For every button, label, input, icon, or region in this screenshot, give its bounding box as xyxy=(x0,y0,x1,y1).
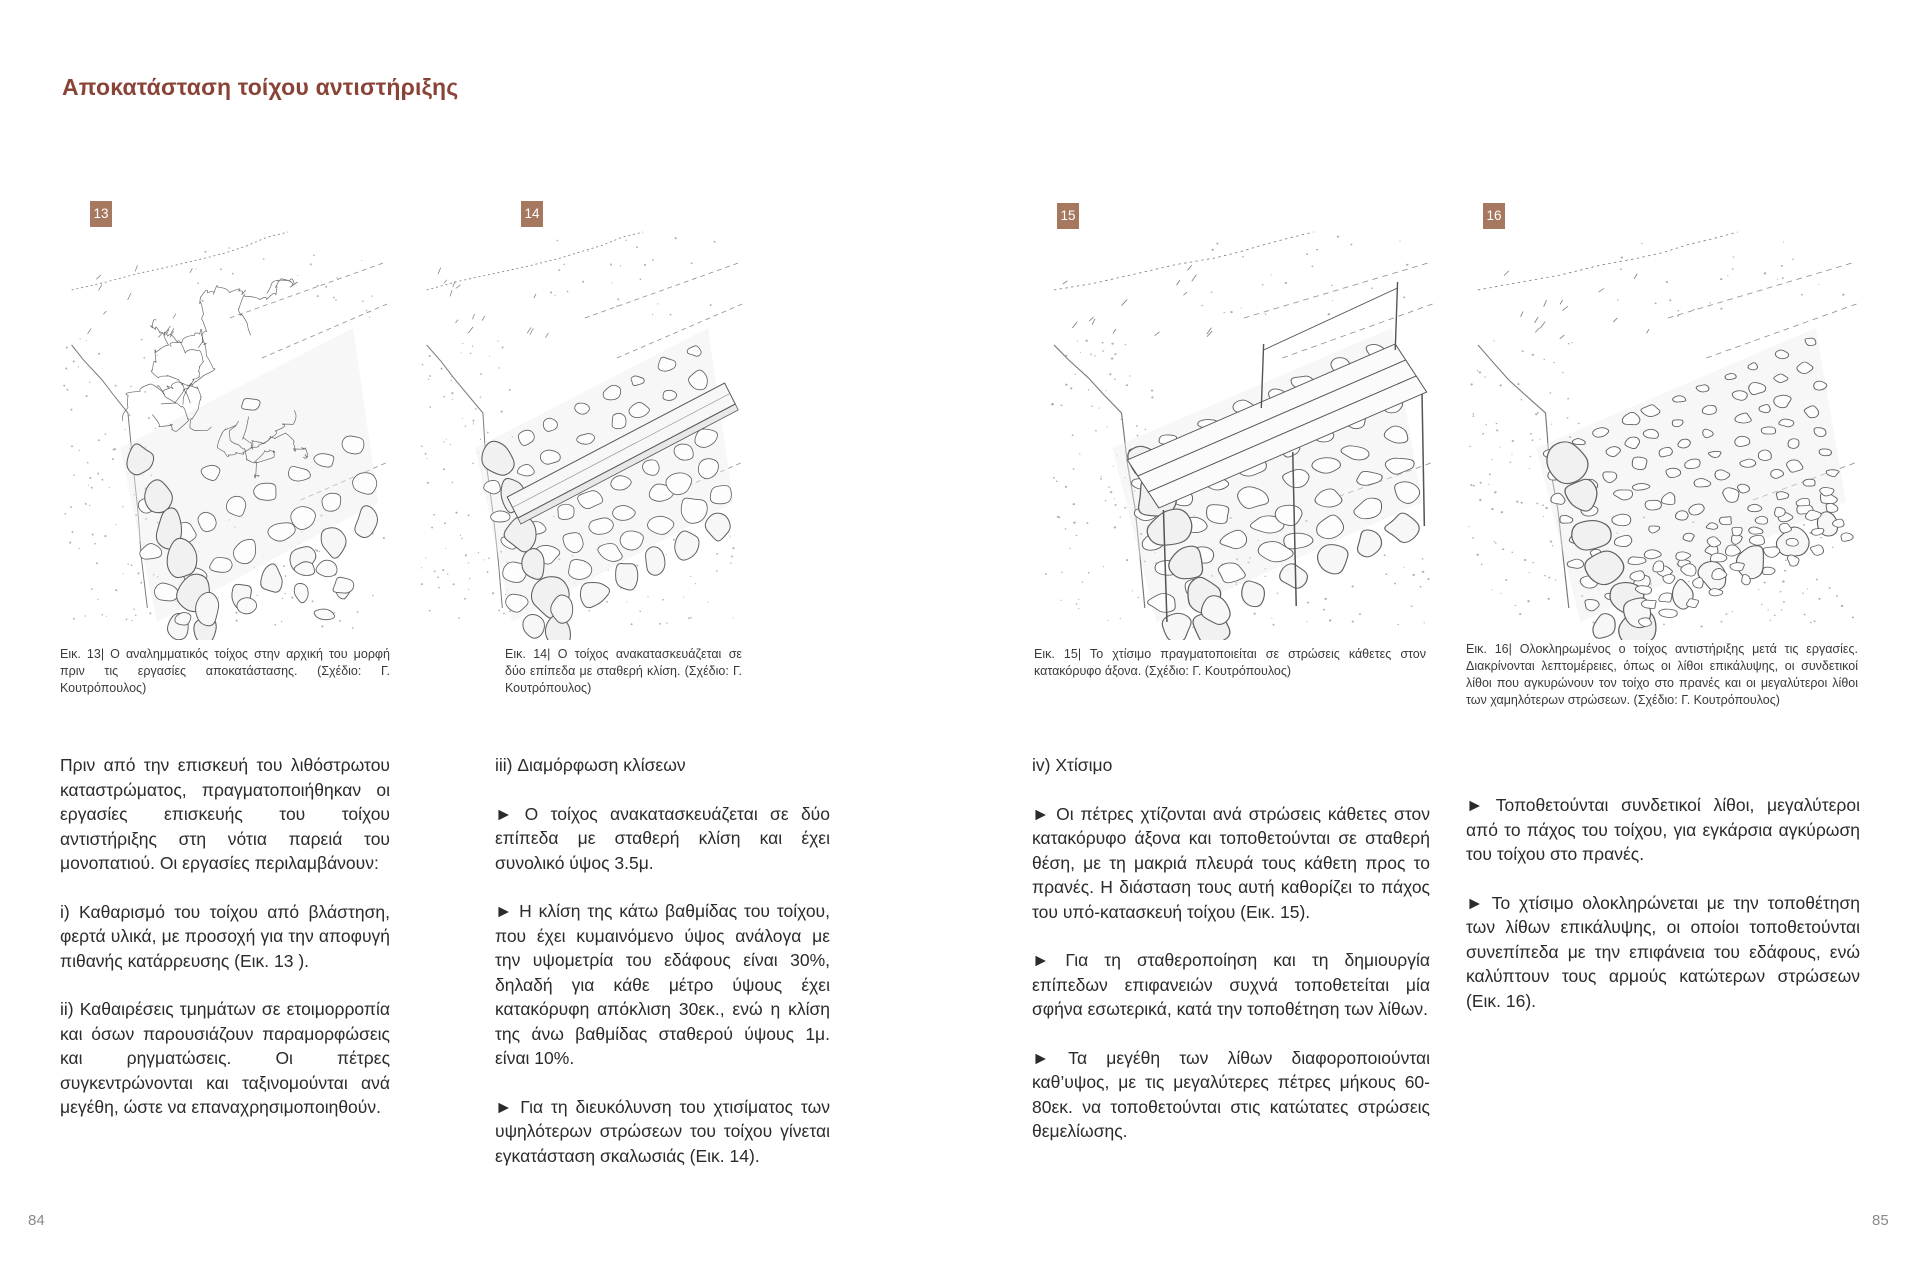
figure-15-caption: Εικ. 15| Το χτίσιμο πραγματοποιείται σε στρώσεις κάθετες στον κατακόρυφο άξονα. (Σχέδιο: Γ. Κουτρόπουλος) xyxy=(1034,647,1426,678)
bullet-paragraph: ► Οι πέτρες χτίζονται ανά στρώσεις κάθετες στον κατακόρυφο άξονα και τοποθετούνται σε σταθερή θέση, με τη μακριά πλευρά τους κάθετη προς το πρανές. Η διάσταση τους αυτή καθορίζει το πάχος του υπό-κατασκευή τοίχου (Εικ. 15). xyxy=(1032,803,1430,922)
figure-16-drawing xyxy=(1464,170,1860,640)
page-title: Αποκατάσταση τοίχου αντιστήριξης xyxy=(62,74,459,100)
bullet-paragraph: ► Για τη σταθεροποίηση και τη δημιουργία επίπεδων επιφανειών συχνά τοποθετείται μία σφήνα εσωτερικά, κατά την τοποθέτηση των λίθων. xyxy=(1032,950,1430,1019)
body-column-1 xyxy=(60,753,390,1120)
paragraph-step-ii: ii) Καθαιρέσεις τμημάτων σε ετοιμορροπία και όσων παρουσιάζουν παραμορφώσεις και ρηγματώσεις. Οι πέτρες συγκεντρώνονται και ταξινομούνται ανά μεγέθη, ώστε να επαναχρησιμοποιηθούν. xyxy=(60,999,390,1117)
bullet-paragraph: ► Ο τοίχος ανακατασκευάζεται σε δύο επίπεδα με σταθερή κλίση και έχει συνολικό ύψος 3.5μ. xyxy=(495,803,830,873)
figure-16 xyxy=(1464,170,1860,640)
paragraph-step-i: i) Καθαρισμό του τοίχου από βλάστηση, φερτά υλικά, με προσοχή για την αποφυγή πιθανής κατάρρευσης (Εικ. 13 ). xyxy=(60,901,390,971)
figure-13-caption: Εικ. 13| Ο αναλημματικός τοίχος στην αρχική του μορφή πριν τις εργασίες αποκατάστασης. (Σχέδιο: Γ. Κουτρόπουλος) xyxy=(60,647,390,695)
bullet-paragraph: ► Τοποθετούνται συνδετικοί λίθοι, μεγαλύτεροι από το πάχος του τοίχου, για εγκάρσια αγκύρωση του τοίχου στο πρανές. xyxy=(1466,795,1860,864)
page-number-left: 84 xyxy=(28,1212,45,1229)
figure-13-drawing xyxy=(60,170,390,640)
section-heading-iv: iv) Χτίσιμο xyxy=(1032,755,1113,775)
figure-13 xyxy=(60,170,390,640)
bullet-paragraph: ► Το χτίσιμο ολοκληρώνεται με την τοποθέτηση των λίθων επικάλυψης, οι οποίοι τοποθετούνται συνεπίπεδα με την επιφάνεια του εδάφους, ενώ καλύπτουν τους αρμούς κατώτερων στρώσεων (Εικ. 16). xyxy=(1466,892,1860,1011)
page-number-right: 85 xyxy=(1872,1212,1889,1229)
figure-14-number-badge: 14 xyxy=(521,201,543,227)
figure-15-number-badge: 15 xyxy=(1057,203,1079,229)
section-heading-iii: iii) Διαμόρφωση κλίσεων xyxy=(495,755,686,775)
bullet-paragraph: ► Για τη διευκόλυνση του χτισίματος των υψηλότερων στρώσεων του τοίχου γίνεται εγκατάσταση σκαλωσιάς (Εικ. 14). xyxy=(495,1096,830,1166)
figure-14-caption: Εικ. 14| Ο τοίχος ανακατασκευάζεται σε δύο επίπεδα με σταθερή κλίση. (Σχέδιο: Γ. Κουτρόπουλος) xyxy=(505,647,742,695)
body-column-3 xyxy=(1032,753,1430,1144)
figure-14 xyxy=(415,170,745,640)
figure-14-drawing xyxy=(415,170,745,640)
figure-15-drawing xyxy=(1040,170,1436,640)
figure-16-number-badge: 16 xyxy=(1483,203,1505,229)
bullet-paragraph: ► Τα μεγέθη των λίθων διαφοροποιούνται καθ’υψος, με τις μεγαλύτερες πέτρες μήκους 60-80εκ. να τοποθετούνται στις κατώτατες στρώσεις θεμελίωσης. xyxy=(1032,1047,1430,1141)
body-column-2 xyxy=(495,753,830,1168)
figure-13-number-badge: 13 xyxy=(90,201,112,227)
body-column-4 xyxy=(1466,793,1860,1013)
figure-15 xyxy=(1040,170,1436,640)
paragraph-intro: Πριν από την επισκευή του λιθόστρωτου καταστρώματος, πραγματοποιήθηκαν οι εργασίες επισκευής του τοίχου αντιστήριξης στη νότια παρειά του μονοπατιού. Οι εργασίες περιλαμβάνουν: xyxy=(60,755,390,873)
figure-16-caption: Εικ. 16| Ολοκληρωμένος ο τοίχος αντιστήριξης μετά τις εργασίες. Διακρίνονται λεπτομέρειες, όπως οι λίθοι επικάλυψης, οι συνδετικοί λίθοι που αγκυρώνουν τον τοίχο στο πρανές και οι μεγαλύτεροι λίθοι των χαμηλότερων στρώσεων. (Σχέδιο: Γ. Κουτρόπουλος) xyxy=(1466,642,1858,707)
bullet-paragraph: ► Η κλίση της κάτω βαθμίδας του τοίχου, που έχει κυμαινόμενο ύψος ανάλογα με την υψομετρία του εδάφους είναι 30%, δηλαδή για κάθε μέτρο ύψους έχει κατακόρυφη απόκλιση 30εκ., ενώ η κλίση της άνω βαθμίδας σταθερού ύψους 1μ. είναι 10%. xyxy=(495,901,830,1068)
